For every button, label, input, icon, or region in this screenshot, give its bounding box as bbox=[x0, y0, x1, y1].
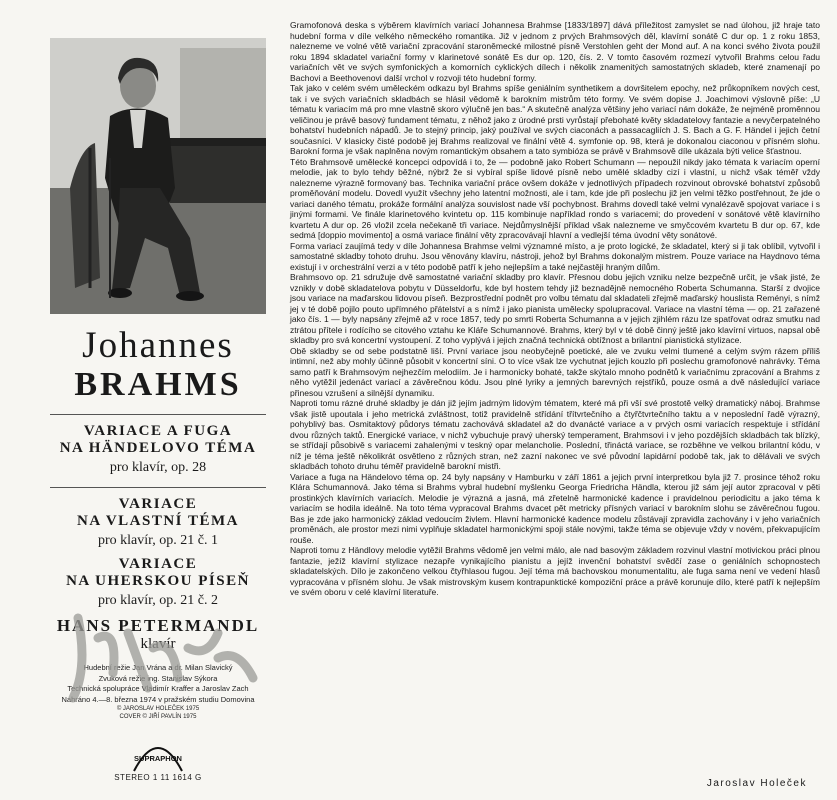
liner-paragraph: Variace a fuga na Händelovo téma op. 24 byly napsány v Hamburku v září 1861 a jejich první interpretkou byla již 7. prosince téhož roku Klára Schumannová. Jako téma si Brahms vybral hudební myšlenku Georga Friedricha Händla, kterou již sám její autor zpracoval v pěti prostinkých klavírních variacích. Melodie je výrazná a jasná, má zřetelně harmonické kadence i pravidelnou periodicitu a jako téma k variacím se hodila ideálně. Na toto téma vypracoval Brahms dvacet pět metricky přísných variací v barokním slohu se závěrečnou fugou. Bas je zde jako harmonický základ vedoucím živlem. Hlavní harmonické kadence modelu zůstávají zpravidla zachovány i v jeho variačních proměnách, ale prostor mezi nimi vyplňuje skladatel harmonickými spoji stále novými, takže téma se objevuje vždy v novém, překvapujícím rouše. bbox=[290, 471, 820, 545]
divider bbox=[50, 487, 266, 488]
credit-line: Zvuková režie ing. Stanislav Sýkora bbox=[98, 673, 218, 683]
work-subtitle: pro klavír, op. 21 č. 2 bbox=[98, 593, 218, 608]
work-title-line: VARIACE bbox=[118, 556, 198, 572]
logo-text: SUPRAPHON bbox=[134, 754, 182, 763]
work-title-line: NA UHERSKOU PÍSEŇ bbox=[66, 573, 250, 589]
liner-paragraph: Naproti tomu rázné druhé skladby je dán již jejím jadrným lidovým tématem, které má při vší své prostotě velký dramatický náboj. Brahmse však jistě upoutala i jeho metrická zvláštnost, totiž pravidelně střídání třítvrtečního a čtyřčtvrtečního taktu a v neposlední řadě výrazný, pohyblivý bas. Osmitaktový půdorys tématu zachovává skladatel až do dvanácté variace a v prvých osmi variacích respektuje i střídání dvou různých taktů. Energické variace, v nichž vybuchuje pravý uherský temperament, Brahmsovi i v jeho pozdějších skladbách tak blízký, se střídají působivě s variacemi zahalenými v teskný opar melancholie. Poslední, třináctá variace, se rozběhne ve velkou brilantní kódu, v níž je téma ještě několikrát osvětleno z různých stran, než zazní nakonec ve své původní lapidární podobě tak, jak to dělávali ve svých skladbách tohoto druhu téměř pravidelně barokní mistři. bbox=[290, 398, 820, 471]
liner-paragraph: Obě skladby se od sebe podstatně liší. První variace jsou neobyčejně poetické, ale ve zvuku velmi tlumené a celým svým rázem příliš intimní, než aby mohly účinně působit v koncertní síni. O to více však lze vychutnat jejich kouzlo při poslechu gramofonové nahrávky. Téma samo patří k Brahmsovým nejhezčím melodiím. Je i harmonicky bohaté, takže skýtalo mnoho podnětů k variačnímu zpracování a Brahms z něho vytěžil jedenáct variací a závěrečnou kódu. Jsou plné lyriky a jemných barevných rejstříků, pouze osmá a dvě následující variace přinesou vzrušení a silnější dynamiku. bbox=[290, 345, 820, 398]
credit-line: Nahráno 4.—8. března 1974 v pražském studiu Domovina bbox=[61, 694, 255, 704]
supraphon-logo bbox=[130, 731, 186, 779]
work-subtitle: pro klavír, op. 28 bbox=[109, 460, 207, 475]
liner-paragraph: Této Brahmsově umělecké koncepci odpovídá i to, že — podobně jako Robert Schumann — nepoužil nikdy jako témata k variacím operní melodie, jak to bylo tehdy běžné, nýbrž že si vybíral spíše lidové písně nebo umělé skladby cizí i vlastní, u nichž však téměř vždy nalezneme výrazně formovaný bas. Technika variační práce ovšem dokáže v jednotlivých případech rozvinout obrovské bohatství způsobů proměňování modelu. Dovedl využít všechny jeho latentní možnosti, ale i tam, kde jde při poslechu již jen velmi těžko postřehnout, že jde o variaci daného tématu, prokáže formální analýza souvislost nade vší pochybnost. Brahms dovedl také velmi vynalézavě spojovat variace i s jinými formami. Ve finále klarinetového kvintetu op. 115 kombinuje například rondo s variacemi; do provedení v sonátové větě klavírního kvartetu A dur op. 26 vložil zcela nečekaně tři variace. Nejdůmyslnější příklad však nalezneme ve smyčcovém kvartetu B dur op. 67, kde sedmá [doppio movimento] a osmá variace finální věty zpracovávají hlavní a vedlejší téma úvodní věty sonátové. bbox=[290, 156, 820, 240]
credit-line: COVER © JIŘÍ PAVLÍN 1975 bbox=[119, 714, 197, 720]
work-1 bbox=[50, 423, 266, 477]
liner-notes bbox=[290, 20, 820, 790]
credit-line: Technická spolupráce Vladimír Kraffer a Jaroslav Zach bbox=[67, 684, 249, 693]
work-2 bbox=[50, 496, 266, 550]
liner-paragraph: Forma variací zaujímá tedy v díle Johannesa Brahmse velmi významné místo, a je proto logické, že skladatel, který si ji tak oblíbil, vytvořil i samostatné skladby tohoto druhu. Jsou věnovány klavíru, nástroji, jehož byl Brahms dokonalým mistrem. Pouze variace na Haydnovo téma existují i v orchestrální verzi a v této podobě patří k jeho nejlepším a také nejčastěji hraným dílům. bbox=[290, 240, 820, 272]
work-title-line: NA VLASTNÍ TÉMA bbox=[77, 513, 239, 529]
left-column bbox=[50, 38, 266, 798]
performer-name: HANS PETERMANDL bbox=[56, 616, 260, 635]
composer-first-name: Johannes bbox=[82, 325, 234, 366]
divider bbox=[50, 414, 266, 415]
author-signature: Jaroslav Holeček bbox=[706, 778, 807, 789]
signature-stamp bbox=[58, 598, 268, 718]
portrait-illustration bbox=[50, 38, 266, 314]
work-title-line: VARIACE A FUGA bbox=[83, 423, 233, 439]
composer-portrait bbox=[50, 38, 266, 314]
liner-paragraph: Gramofonová deska s výběrem klavírních variací Johannesa Brahmse [1833/1897] dává příležitost zamyslet se nad úlohou, již hraje tato hudební forma v díle velkého německého romantika. Již v jednom z prvých Brahmsových děl, klavírní sonátě C dur op. 1 z roku 1853, nalezneme ve volné větě variační zpracování staroněmecké milostné písně Verstohlen geht der Mond auf. A na konci svého života použil roku 1894 skladatel variační formy v klarinetové sonátě Es dur op. 120, čís. 2. V tomto časovém rozmezí vytvořil Brahms celou řadu variačních vět ve svých symfonických a komorních cyklických dílech i několik znamenitých samostatných skladeb, které znamenají po Bachovi a Beethovenovi další vrchol v rozvoji této hudební formy. bbox=[290, 20, 820, 83]
catalog-number: STEREO 1 11 1614 G bbox=[114, 773, 202, 782]
performer-instrument: klavír bbox=[140, 636, 176, 652]
credit-line: © JAROSLAV HOLEČEK 1975 bbox=[116, 706, 200, 712]
liner-paragraph: Brahmsovo op. 21 sdružuje dvě samostatné variační skladby pro klavír. Přesnou dobu jejich vzniku nelze bezpečně určit, je však jisté, že vznikly v době skladatelova pobytu v Düsseldorfu, kde byl hostem tehdy již beznadějně nemocného Roberta Schumanna. Starší z dvojice jsou variace na maďarskou lidovou píseň. Bezprostřední podnět pro volbu tématu dal skladateli zřejmě maďarský houslista Reményi, s nímž jej v té době pojilo pouto upřímného přátelství a s nímž i jako pianista umělecky spolupracoval. Variace na vlastní téma — op. 21 zařazené jako čís. 1 — byly napsány zřejmě až v roce 1857, tedy po smrti Roberta Schumanna a v jejich zjihlém rázu lze spatřovat odraz smutku nad ztrátou přítele i rodícího se citového vztahu ke Kláře Schumannové. Brahms, který byl v té době činný ještě jako klavírní virtuos, napsal obě skladby pro svá koncertní vystoupení. Z toho vyplývá i jejich značná technická obtížnost a brilantní pianistická stylizace. bbox=[290, 272, 820, 345]
work-subtitle: pro klavír, op. 21 č. 1 bbox=[98, 533, 218, 548]
work-title-line: VARIACE bbox=[118, 496, 198, 512]
liner-paragraph: Naproti tomu z Händlovy melodie vytěžil Brahms vědomě jen velmi málo, ale nad basovým základem rozvinul vlastní motivickou práci plnou fantazie, ježíž klavírní stylizace nezapře vynikajícího pianistu a jejíž invenční bohatství svědčí zase o geniálních schopnostech skladatelských. Dílo je zakončeno velkou čtyřhlasou fugou. Její téma má bachovskou monumentalitu, ale fuga sama není ve vedení hlasů vypracována v přísném slohu. Je však mistrovským kusem kontrapunktické kompoziční práce a právě korunuje dílo, které patří k nejlepším ve svém oboru v celé klavírní literatuře. bbox=[290, 545, 820, 597]
work-title-line: NA HÄNDELOVO TÉMA bbox=[59, 440, 257, 456]
credit-line: Hudební režie Jan Vrána a dr. Milan Slavický bbox=[83, 663, 233, 672]
composer-last-name: BRAHMS bbox=[74, 366, 242, 403]
liner-paragraph: Tak jako v celém svém uměleckém odkazu byl Brahms spíše geniálním synthetikem a dovršitelem epochy, než průkopníkem nových cest, tak i ve svých variačních skladbách se hlásil vědomě k barokním mistrům této formy. Ve svém dopise J. Joachimovi výslovně píše: „U tématu k variacím má pro mne vlastně skoro výlučně jen bas.“ A skutečně analýza většiny jeho variací nám dokáže, že nejméně proměnnou veličinou je právě basový fundament tématu, z něhož jako z úrodné prsti vyrůstají přebohaté květy skladatelovy fantazie a nevyčerpatelného bohatství hudebních nápadů. Je to stejný princip, jaký používal ve svých ciaconách a passacagliích J. S. Bach a G. F. Händel i jejich četní současníci. V klasicky čisté podobě jej Brahms realizoval ve finální větě 4. symfonie op. 98, která je dokonalou ciaconou v přísném slohu. Barokní forma je však naplněna novým romantickým obsahem a tato symbióza se právě v Brahmsově díle ukázala býti velice šťastnou. bbox=[290, 83, 820, 156]
